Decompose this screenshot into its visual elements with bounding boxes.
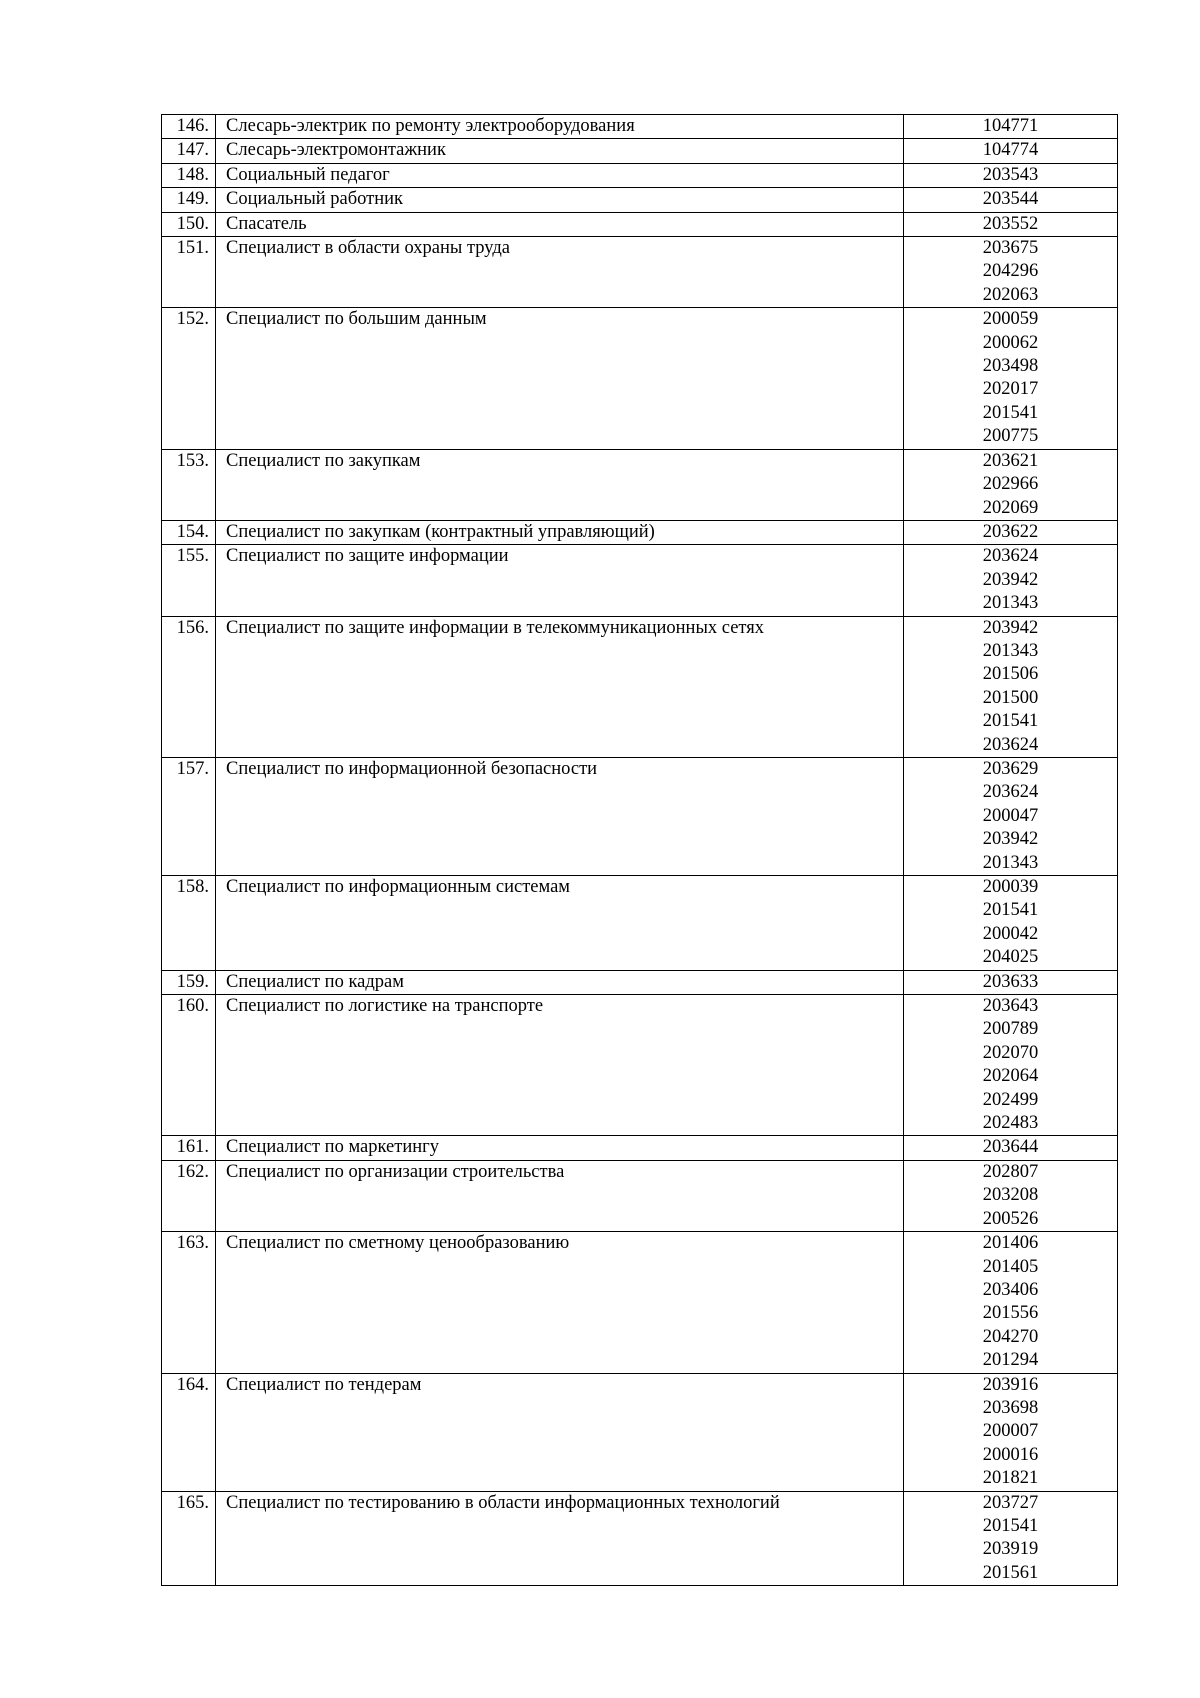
table-row <box>162 616 1118 757</box>
profession-name: Специалист по защите информации в телекоммуникационных сетях <box>216 616 904 757</box>
code-list <box>904 1373 1118 1491</box>
table-row <box>162 139 1118 163</box>
code-value: 200007 <box>982 1421 1039 1442</box>
code-value: 204296 <box>982 261 1039 282</box>
table-row <box>162 1232 1118 1373</box>
row-number: 146. <box>162 115 216 139</box>
code-value: 200047 <box>982 805 1039 826</box>
code-value: 202070 <box>982 1042 1039 1063</box>
table-row <box>162 1160 1118 1231</box>
profession-codes-table <box>161 114 1118 1586</box>
code-value: 201294 <box>982 1350 1039 1371</box>
row-number: 165. <box>162 1491 216 1586</box>
code-list <box>904 757 1118 875</box>
code-value: 202063 <box>982 284 1039 305</box>
table-row <box>162 115 1118 139</box>
code-value: 203675 <box>982 238 1039 259</box>
code-value: 201343 <box>982 593 1039 614</box>
code-value: 203916 <box>982 1374 1039 1395</box>
code-value: 203698 <box>982 1397 1039 1418</box>
table-row <box>162 308 1118 449</box>
profession-name: Специалист по логистике на транспорте <box>216 995 904 1136</box>
profession-name: Специалист по защите информации <box>216 545 904 616</box>
code-list <box>904 970 1118 994</box>
code-value: 203942 <box>982 617 1039 638</box>
code-value: 104774 <box>982 140 1039 161</box>
code-list <box>904 188 1118 212</box>
code-value: 202064 <box>982 1066 1039 1087</box>
code-value: 201556 <box>982 1303 1039 1324</box>
code-value: 201541 <box>982 900 1039 921</box>
code-value: 203552 <box>982 213 1039 234</box>
code-list <box>904 163 1118 187</box>
row-number: 154. <box>162 520 216 544</box>
code-list <box>904 115 1118 139</box>
table-row <box>162 545 1118 616</box>
code-value: 201500 <box>982 687 1039 708</box>
code-list <box>904 520 1118 544</box>
code-list <box>904 876 1118 971</box>
table-row <box>162 449 1118 520</box>
table-row <box>162 995 1118 1136</box>
code-value: 204270 <box>982 1326 1039 1347</box>
code-value: 203644 <box>982 1137 1039 1158</box>
profession-name: Специалист по маркетингу <box>216 1136 904 1160</box>
code-value: 203622 <box>982 521 1039 542</box>
row-number: 159. <box>162 970 216 994</box>
code-list <box>904 1491 1118 1586</box>
profession-name: Специалист по тендерам <box>216 1373 904 1491</box>
table-row <box>162 237 1118 308</box>
table-row <box>162 212 1118 236</box>
code-value: 200062 <box>982 332 1039 353</box>
code-value: 201405 <box>982 1256 1039 1277</box>
table-row <box>162 876 1118 971</box>
code-value: 203624 <box>982 734 1039 755</box>
row-number: 148. <box>162 163 216 187</box>
code-value: 203621 <box>982 450 1039 471</box>
profession-name: Специалист по закупкам <box>216 449 904 520</box>
row-number: 152. <box>162 308 216 449</box>
row-number: 155. <box>162 545 216 616</box>
code-value: 203544 <box>982 189 1039 210</box>
code-value: 202966 <box>982 474 1039 495</box>
profession-name: Специалист по информационной безопасности <box>216 757 904 875</box>
code-value: 203942 <box>982 569 1039 590</box>
code-value: 201541 <box>982 711 1039 732</box>
code-value: 104771 <box>982 116 1039 136</box>
profession-name: Слесарь-электромонтажник <box>216 139 904 163</box>
row-number: 163. <box>162 1232 216 1373</box>
code-list <box>904 1160 1118 1231</box>
table-row <box>162 970 1118 994</box>
row-number: 164. <box>162 1373 216 1491</box>
table-row <box>162 163 1118 187</box>
code-value: 200526 <box>982 1208 1039 1229</box>
profession-name: Специалист по организации строительства <box>216 1160 904 1231</box>
code-value: 202807 <box>982 1161 1039 1182</box>
code-list <box>904 139 1118 163</box>
code-value: 200039 <box>982 877 1039 897</box>
code-value: 203942 <box>982 829 1039 850</box>
table-row <box>162 1373 1118 1491</box>
profession-name: Специалист по кадрам <box>216 970 904 994</box>
code-value: 203208 <box>982 1185 1039 1206</box>
code-value: 203624 <box>982 782 1039 803</box>
row-number: 157. <box>162 757 216 875</box>
code-value: 200059 <box>982 309 1039 330</box>
profession-name: Специалист по большим данным <box>216 308 904 449</box>
table-row <box>162 1491 1118 1586</box>
row-number: 161. <box>162 1136 216 1160</box>
profession-name: Специалист в области охраны труда <box>216 237 904 308</box>
profession-name: Спасатель <box>216 212 904 236</box>
profession-name: Специалист по сметному ценообразованию <box>216 1232 904 1373</box>
row-number: 149. <box>162 188 216 212</box>
code-value: 202483 <box>982 1113 1039 1134</box>
table-body <box>162 115 1118 1586</box>
code-value: 203498 <box>982 356 1039 377</box>
code-list <box>904 1136 1118 1160</box>
code-value: 201821 <box>982 1468 1039 1489</box>
profession-name: Социальный работник <box>216 188 904 212</box>
row-number: 147. <box>162 139 216 163</box>
code-list <box>904 545 1118 616</box>
row-number: 151. <box>162 237 216 308</box>
code-list <box>904 308 1118 449</box>
code-value: 202069 <box>982 497 1039 518</box>
row-number: 156. <box>162 616 216 757</box>
code-value: 203633 <box>982 971 1039 992</box>
table-row <box>162 188 1118 212</box>
code-value: 203406 <box>982 1279 1039 1300</box>
row-number: 150. <box>162 212 216 236</box>
table-row <box>162 757 1118 875</box>
code-list <box>904 995 1118 1136</box>
code-value: 203727 <box>982 1492 1039 1513</box>
code-list <box>904 449 1118 520</box>
row-number: 162. <box>162 1160 216 1231</box>
code-value: 202017 <box>982 379 1039 400</box>
code-list <box>904 237 1118 308</box>
profession-name: Специалист по закупкам (контрактный управляющий) <box>216 520 904 544</box>
code-value: 202499 <box>982 1089 1039 1110</box>
profession-name: Специалист по тестированию в области информационных технологий <box>216 1491 904 1586</box>
code-value: 201506 <box>982 664 1039 685</box>
profession-name: Слесарь-электрик по ремонту электрооборудования <box>216 115 904 139</box>
code-value: 203629 <box>982 758 1039 779</box>
code-list <box>904 1232 1118 1373</box>
code-value: 203919 <box>982 1539 1039 1560</box>
code-value: 201406 <box>982 1233 1039 1254</box>
profession-name: Специалист по информационным системам <box>216 876 904 971</box>
code-value: 201561 <box>982 1562 1039 1583</box>
code-value: 201343 <box>982 640 1039 661</box>
code-value: 200789 <box>982 1019 1039 1040</box>
code-value: 203643 <box>982 996 1039 1017</box>
profession-name: Социальный педагог <box>216 163 904 187</box>
code-value: 200016 <box>982 1444 1039 1465</box>
row-number: 160. <box>162 995 216 1136</box>
table-row <box>162 1136 1118 1160</box>
code-list <box>904 212 1118 236</box>
row-number: 153. <box>162 449 216 520</box>
table-row <box>162 520 1118 544</box>
code-value: 200775 <box>982 426 1039 447</box>
code-value: 203624 <box>982 546 1039 567</box>
code-value: 204025 <box>982 947 1039 968</box>
code-value: 201541 <box>982 1515 1039 1536</box>
code-value: 203543 <box>982 164 1039 185</box>
code-value: 200042 <box>982 923 1039 944</box>
code-value: 201343 <box>982 852 1039 873</box>
code-value: 201541 <box>982 402 1039 423</box>
row-number: 158. <box>162 876 216 971</box>
code-list <box>904 616 1118 757</box>
